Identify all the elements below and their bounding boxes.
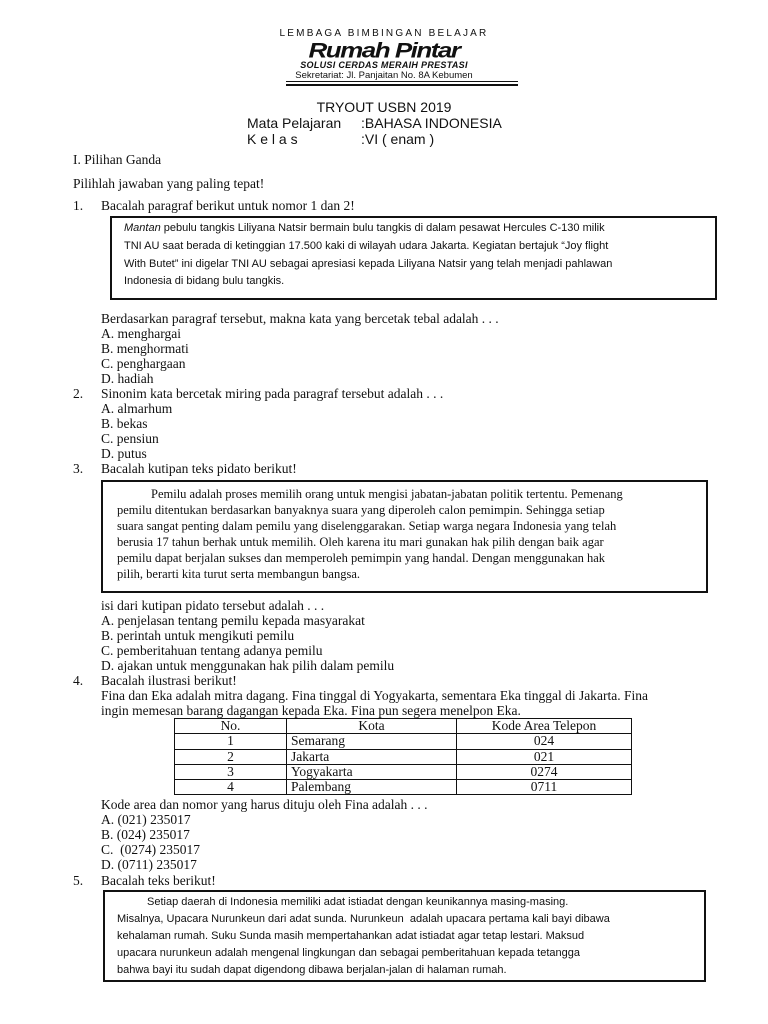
table-cell: 024: [457, 734, 632, 749]
table-row: [175, 749, 632, 764]
q4-option-a[interactable]: A. (021) 235017: [101, 812, 191, 827]
q3-option-b[interactable]: B. perintah untuk mengikuti pemilu: [101, 628, 295, 643]
q3-option-d[interactable]: D. ajakan untuk menggunakan hak pilih dalam pemilu: [101, 658, 395, 673]
subject-value: :BAHASA INDONESIA: [361, 115, 502, 131]
q1-option-b[interactable]: B. menghormati: [101, 341, 189, 356]
q5-passage-line1: Setiap daerah di Indonesia memiliki adat istiadat dengan keunikannya masing-masing.: [147, 896, 569, 908]
table-cell: 1: [175, 734, 287, 749]
q4-option-d[interactable]: D. (0711) 235017: [101, 857, 197, 872]
q1-question: Berdasarkan paragraf tersebut, makna kata yang bercetak tebal adalah . . .: [101, 311, 499, 326]
q3-prompt: Bacalah kutipan teks pidato berikut!: [101, 461, 297, 476]
q2-option-d[interactable]: D. putus: [101, 446, 147, 461]
q1-passage-line3: With Butet” ini digelar TNI AU sebagai apresiasi kepada Liliyana Natsir yang telah menjadi pahlawan: [124, 258, 613, 270]
q2-option-b[interactable]: B. bekas: [101, 416, 148, 431]
table-header: Kota: [287, 719, 457, 734]
table-header: Kode Area Telepon: [457, 719, 632, 734]
q3-passage-line4: berusia 17 tahun berhak untuk memilih. Oleh karena itu mari gunakan hak pilih dengan baik agar: [117, 535, 604, 549]
q5-passage-line2: Misalnya, Upacara Nurunkeun dari adat sunda. Nurunkeun adalah upacara pertama kali bayi dibawa: [117, 913, 610, 925]
table-cell: 3: [175, 764, 287, 779]
tagline: SOLUSI CERDAS MERAIH PRESTASI: [300, 60, 468, 70]
table-cell: 4: [175, 780, 287, 795]
q3-question: isi dari kutipan pidato tersebut adalah . . .: [101, 598, 325, 613]
area-code-table: [174, 718, 632, 795]
q5-passage-line3: kehalaman rumah. Suku Sunda masih mempertahankan adat istiadat agar tetap lestari. Maksud: [117, 930, 585, 942]
table-cell: Jakarta: [287, 749, 457, 764]
q5-prompt: Bacalah teks berikut!: [101, 873, 216, 888]
table-cell: 2: [175, 749, 287, 764]
q3-passage-line1: Pemilu adalah proses memilih orang untuk mengisi jabatan-jabatan politik tertentu. Pemenang: [151, 487, 623, 501]
brand-logo: Rumah Pintar: [308, 37, 460, 63]
q1-passage-line4: Indonesia di bidang bulu tangkis.: [124, 275, 285, 287]
table-row: [175, 780, 632, 795]
subject-label: Mata Pelajaran: [247, 115, 342, 131]
q3-passage-line5: pemilu dapat berjalan sukses dan memperoleh pemimpin yang handal. Dengan menggunakan hak: [117, 551, 606, 565]
q1-passage-line1-text: pebulu tangkis Liliyana Natsir bermain bulu tangkis di dalam pesawat Hercules C-130 milik: [160, 222, 605, 234]
header-rule-thick: [286, 84, 518, 86]
q5-passage-box: [103, 890, 706, 982]
section-title: I. Pilihan Ganda: [73, 152, 162, 167]
q3-passage-line2: pemilu ditentukan berdasarkan banyaknya suara yang diperoleh calon pemimpin. Sehingga setiap: [117, 503, 605, 517]
q3-passage-line6: pilih, berarti kita turut serta membangun bangsa.: [117, 567, 360, 581]
q1-passage-box: [110, 216, 717, 300]
q2-number: 2.: [73, 386, 84, 401]
table-header: No.: [175, 719, 287, 734]
address: Sekretariat: Jl. Panjaitan No. 8A Kebumen: [295, 70, 473, 81]
table-cell: 0711: [457, 780, 632, 795]
q4-option-b[interactable]: B. (024) 235017: [101, 827, 190, 842]
q2-question: Sinonim kata bercetak miring pada paragraf tersebut adalah . . .: [101, 386, 444, 401]
table-row: [175, 764, 632, 779]
q1-passage-line2: TNI AU saat berada di ketinggian 17.500 kaki di wilayah udara Jakarta. Kegiatan bertajuk “Joy flight: [124, 240, 609, 252]
q1-number: 1.: [73, 198, 84, 213]
q1-option-c[interactable]: C. penghargaan: [101, 356, 186, 371]
table-row: [175, 734, 632, 749]
q2-option-a[interactable]: A. almarhum: [101, 401, 173, 416]
q2-option-c[interactable]: C. pensiun: [101, 431, 159, 446]
q1-option-a[interactable]: A. menghargai: [101, 326, 181, 341]
q1-prompt: Bacalah paragraf berikut untuk nomor 1 dan 2!: [101, 198, 355, 213]
q4-prompt: Bacalah ilustrasi berikut!: [101, 673, 237, 688]
italic-word: Mantan: [124, 222, 161, 234]
q5-number: 5.: [73, 873, 84, 888]
table-header-row: [175, 719, 632, 734]
q4-number: 4.: [73, 673, 84, 688]
q5-passage-line5: bahwa bayi itu sudah dapat digendong dibawa berjalan-jalan di halaman rumah.: [117, 964, 507, 976]
q5-passage-line4: upacara nurunkeun adalah mengenal lingkungan dan sebagai pemberitahuan kepada tetangga: [117, 947, 580, 959]
q4-story-line1: Fina dan Eka adalah mitra dagang. Fina tinggal di Yogyakarta, sementara Eka tinggal di Jakarta. Fina: [101, 688, 648, 703]
exam-title: TRYOUT USBN 2019: [316, 99, 452, 115]
class-value: :VI ( enam ): [361, 131, 435, 147]
class-label: K e l a s: [247, 131, 298, 147]
q3-option-a[interactable]: A. penjelasan tentang pemilu kepada masyarakat: [101, 613, 365, 628]
table-cell: Semarang: [287, 734, 457, 749]
q1-option-d[interactable]: D. hadiah: [101, 371, 154, 386]
q1-passage-line1: [124, 222, 605, 234]
table-cell: Palembang: [287, 780, 457, 795]
instruction: Pilihlah jawaban yang paling tepat!: [73, 176, 265, 191]
institution-name: LEMBAGA BIMBINGAN BELAJAR: [279, 28, 489, 39]
q3-passage-line3: suara sangat penting dalam pemilu yang diselenggarakan. Setiap warga negara Indonesia yang telah: [117, 519, 617, 533]
q4-story-line2: ingin memesan barang dagangan kepada Eka. Fina pun segera menelpon Eka.: [101, 703, 521, 718]
q3-passage-box: [101, 480, 708, 593]
table-cell: Yogyakarta: [287, 764, 457, 779]
table-cell: 021: [457, 749, 632, 764]
table-cell: 0274: [457, 764, 632, 779]
header-rule-thin: [286, 81, 518, 82]
q4-question: Kode area dan nomor yang harus dituju oleh Fina adalah . . .: [101, 797, 428, 812]
q4-option-c[interactable]: C. (0274) 235017: [101, 842, 200, 857]
q3-option-c[interactable]: C. pemberitahuan tentang adanya pemilu: [101, 643, 323, 658]
q3-number: 3.: [73, 461, 84, 476]
